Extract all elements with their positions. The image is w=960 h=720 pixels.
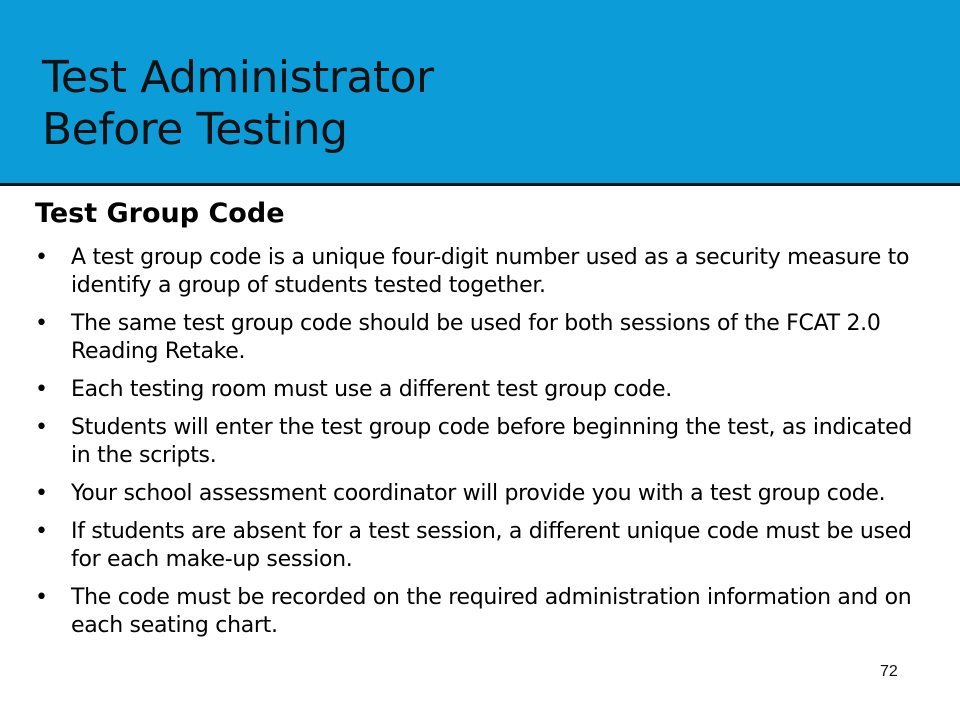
bullet-dot-icon: •	[35, 519, 48, 544]
bullet-text: The code must be recorded on the required administration information and on each seating chart.	[71, 585, 912, 638]
section-heading: Test Group Code	[35, 198, 285, 229]
slide-title-line-2: Before Testing	[42, 104, 348, 155]
bullet-item	[35, 244, 935, 300]
bullet-dot-icon: •	[35, 245, 48, 270]
page-number: 72	[880, 663, 898, 680]
bullet-item	[35, 310, 935, 366]
bullet-dot-icon: •	[35, 311, 48, 336]
bullet-text: A test group code is a unique four-digit number used as a security measure to identify a group of students tested together.	[71, 245, 910, 298]
bullet-text: Your school assessment coordinator will provide you with a test group code.	[71, 481, 886, 506]
bullet-item	[35, 518, 935, 574]
bullet-text: Students will enter the test group code before beginning the test, as indicated in the scripts.	[71, 415, 913, 468]
bullet-item	[35, 376, 935, 404]
bullet-text: Each testing room must use a different test group code.	[71, 377, 672, 402]
slide-title	[42, 52, 434, 156]
header-divider	[0, 183, 960, 186]
bullet-item	[35, 480, 935, 508]
bullet-dot-icon: •	[35, 415, 48, 440]
bullet-text: If students are absent for a test session, a different unique code must be used for each make-up session.	[71, 519, 912, 572]
slide-title-line-1: Test Administrator	[42, 52, 434, 103]
bullet-item	[35, 414, 935, 470]
title-banner	[0, 0, 960, 183]
bullet-item	[35, 584, 935, 640]
bullet-dot-icon: •	[35, 377, 48, 402]
bullet-dot-icon: •	[35, 585, 48, 610]
bullet-dot-icon: •	[35, 481, 48, 506]
bullet-text: The same test group code should be used for both sessions of the FCAT 2.0 Reading Retake.	[71, 311, 881, 364]
bullet-list	[35, 244, 935, 650]
